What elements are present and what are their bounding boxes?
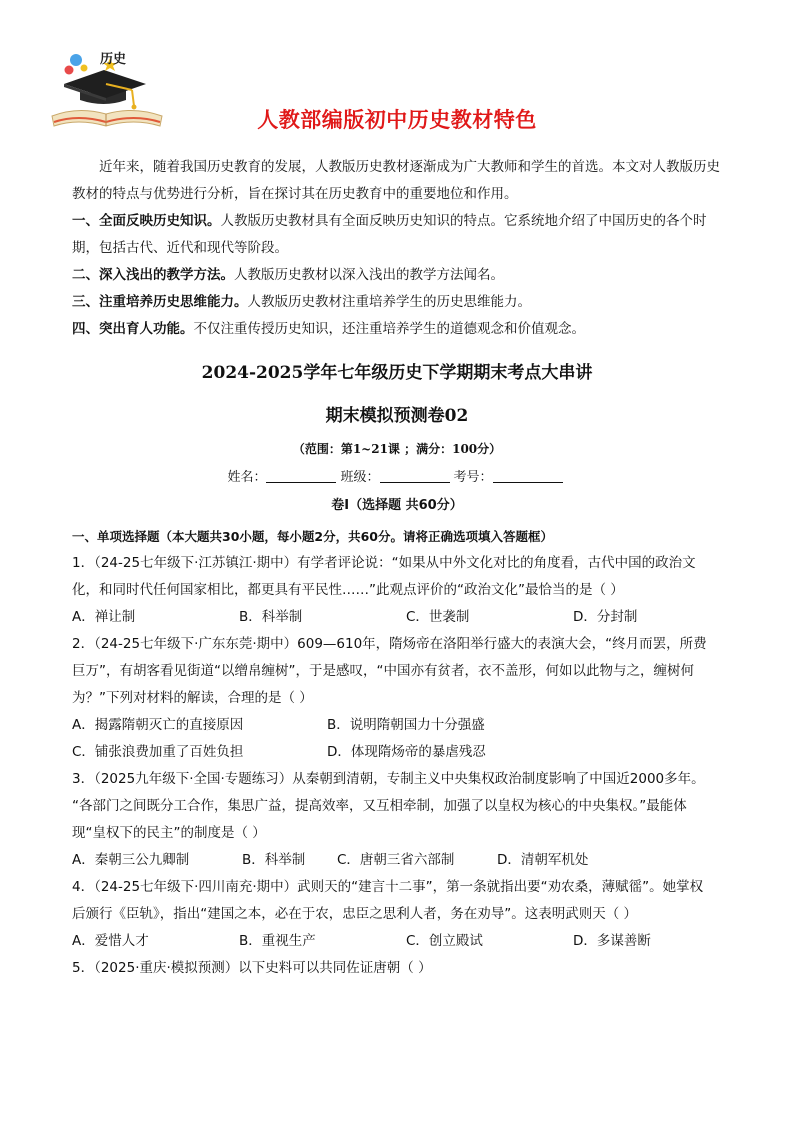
banner-title: 人教部编版初中历史教材特色 bbox=[257, 108, 537, 132]
option-b: B．重视生产 bbox=[239, 933, 316, 949]
option-c: C．世袭制 bbox=[406, 609, 470, 625]
question-stem: 2．（24-25七年级下·广东东莞·期中）609—610年，隋炀帝在洛阳举行盛大的表演大会，“终月而罢，所费 bbox=[72, 636, 707, 652]
option-a: A．秦朝三公九卿制 bbox=[72, 852, 190, 868]
option-c: C．唐朝三省六部制 bbox=[337, 852, 455, 868]
intro-point-text: 人教版历史教材以深入浅出的教学方法闻名。 bbox=[234, 267, 504, 283]
intro-paragraph: 近年来，随着我国历史教育的发展，人教版历史教材逐渐成为广大教师和学生的首选。本文对人教版历史教材的特点与优势进行分析，旨在探讨其在历史教育中的重要地位和作用。 bbox=[72, 159, 720, 202]
question-stem: “各部门之间既分工合作，集思广益，提高效率，又互相牵制，加强了以皇权为核心的中央集权。”最能体 bbox=[72, 798, 687, 814]
option-b: B．科举制 bbox=[242, 852, 306, 868]
section-heading: 一、单项选择题（本大题共30小题，每小题2分，共60分。请将正确选项填入答题框） bbox=[72, 529, 553, 544]
intro-point-heading: 四、突出育人功能。 bbox=[72, 321, 194, 337]
name-label: 姓名： bbox=[227, 470, 267, 485]
question-stem: 后颁行《臣轨》，指出“建国之本，必在于农，忠臣之思利人者，务在劝导”。这表明武则天（ ） bbox=[72, 906, 638, 922]
question-stem: 4．（24-25七年级下·四川南充·期中）武则天的“建言十二事”，第一条就指出要“劝农桑，薄赋徭”。她掌权 bbox=[72, 879, 704, 895]
option-a: A．揭露隋朝灭亡的直接原因 bbox=[72, 717, 244, 733]
logo-label: 历史 bbox=[100, 52, 127, 67]
options-row bbox=[72, 928, 740, 955]
intro-point bbox=[72, 262, 732, 289]
options-row bbox=[72, 847, 740, 874]
intro-point-text: 不仅注重传授历史知识，还注重培养学生的道德观念和价值观念。 bbox=[193, 321, 585, 337]
intro-point bbox=[72, 289, 732, 316]
student-info bbox=[0, 466, 794, 485]
question-stem: 5．（2025·重庆·模拟预测）以下史料可以共同佐证唐朝（ ） bbox=[72, 960, 432, 976]
question-4 bbox=[72, 874, 740, 955]
volume-heading: 卷Ⅰ（选择题 共60分） bbox=[331, 498, 463, 513]
exam-range: （范围：第1~21课 ；满分：100分） bbox=[292, 442, 502, 456]
options-row bbox=[72, 739, 740, 766]
option-a: A．禅让制 bbox=[72, 609, 136, 625]
intro-point-text: 人教版历史教材注重培养学生的历史思维能力。 bbox=[247, 294, 531, 310]
question-3 bbox=[72, 766, 740, 874]
option-c: C．创立殿试 bbox=[406, 933, 483, 949]
question-1 bbox=[72, 550, 740, 631]
option-d: D．多谋善断 bbox=[573, 933, 651, 949]
intro-point-text: 人教版历史教材具有全面反映历史知识的特点。它系统地介绍了中国历史的各个时期，包括古代、近代和现代等阶段。 bbox=[72, 213, 707, 256]
intro-point-heading: 一、全面反映历史知识。 bbox=[72, 213, 221, 229]
exam-subtitle: 期末模拟预测卷02 bbox=[325, 406, 469, 426]
question-stem: 化，和同时代任何国家相比，都更具有平民性……”此观点评价的“政治文化”最恰当的是（ ） bbox=[72, 582, 624, 598]
class-blank[interactable] bbox=[380, 468, 450, 483]
name-blank[interactable] bbox=[266, 468, 336, 483]
question-stem: 为？”下列对材料的解读，合理的是（ ） bbox=[72, 690, 313, 706]
question-2 bbox=[72, 631, 740, 766]
option-a: A．爱惜人才 bbox=[72, 933, 149, 949]
intro-point-heading: 二、深入浅出的教学方法。 bbox=[72, 267, 234, 283]
option-b: B．科举制 bbox=[239, 609, 303, 625]
option-d: D．清朝军机处 bbox=[497, 852, 589, 868]
option-c: C．铺张浪费加重了百姓负担 bbox=[72, 744, 244, 760]
question-stem: 3．（2025九年级下·全国·专题练习）从秦朝到清朝，专制主义中央集权政治制度影响了中国近2000多年。 bbox=[72, 771, 705, 787]
id-blank[interactable] bbox=[493, 468, 563, 483]
questions-section bbox=[72, 523, 740, 982]
intro-point-heading: 三、注重培养历史思维能力。 bbox=[72, 294, 248, 310]
option-d: D．体现隋炀帝的暴虐残忍 bbox=[327, 744, 486, 760]
intro-section bbox=[72, 154, 732, 343]
options-row bbox=[72, 712, 740, 739]
id-label: 考号： bbox=[453, 470, 493, 485]
class-label: 班级： bbox=[340, 470, 380, 485]
question-stem: 现“皇权下的民主”的制度是（ ） bbox=[72, 825, 266, 841]
exam-title: 2024-2025学年七年级历史下学期期末考点大串讲 bbox=[201, 363, 593, 383]
option-d: D．分封制 bbox=[573, 609, 638, 625]
question-5 bbox=[72, 955, 740, 982]
options-row bbox=[72, 604, 740, 631]
question-stem: 1．（24-25七年级下·江苏镇江·期中）有学者评论说：“如果从中外文化对比的角度看，古代中国的政治文 bbox=[72, 555, 696, 571]
intro-point bbox=[72, 316, 732, 343]
option-b: B．说明隋朝国力十分强盛 bbox=[327, 717, 485, 733]
question-stem: 巨万”，有胡客看见街道“以缯帛缠树”，于是感叹，“中国亦有贫者，衣不盖形，何如以此物与之，缠树何 bbox=[72, 663, 694, 679]
intro-point bbox=[72, 208, 732, 262]
